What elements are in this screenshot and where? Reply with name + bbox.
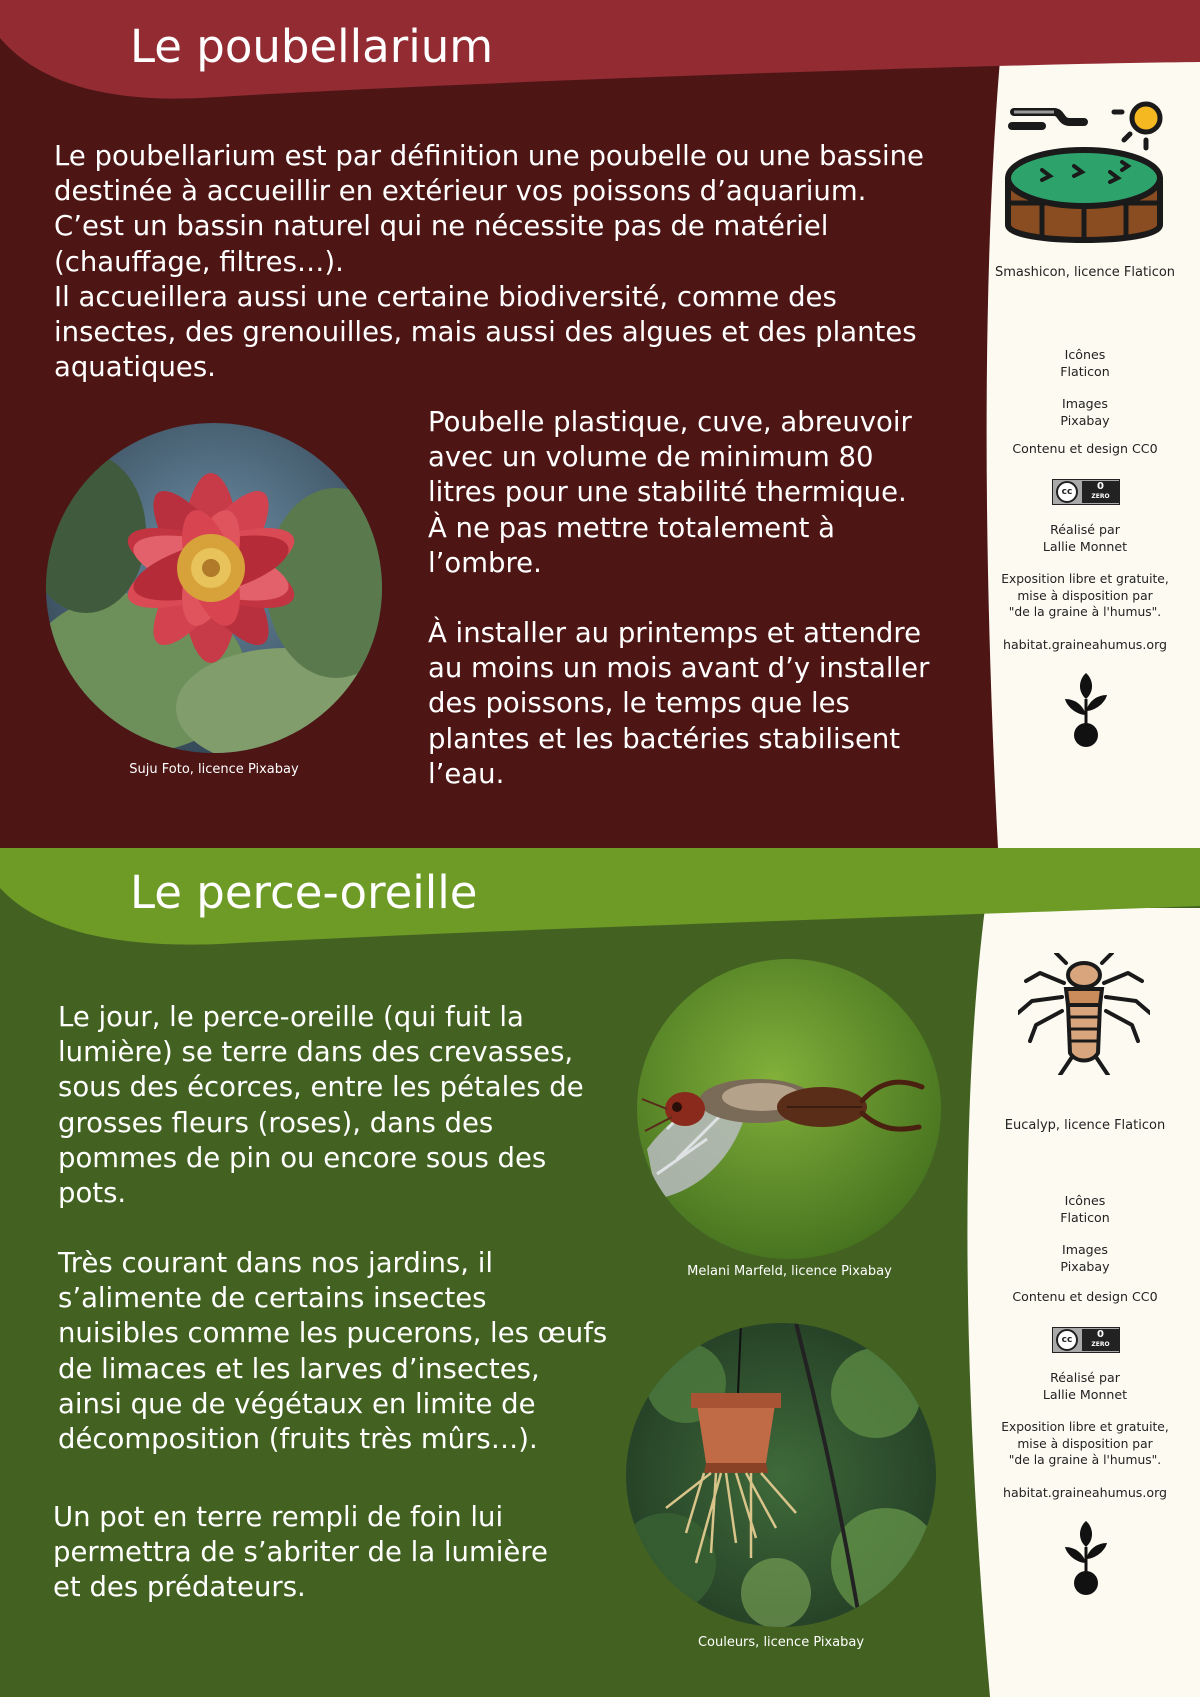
cc-zero-digit: 0 — [1097, 1329, 1104, 1340]
cc-zero-text: ZERO — [1091, 1341, 1110, 1348]
habitat-paragraph — [58, 1000, 648, 1211]
perce-oreille-panel — [0, 848, 1200, 1697]
earwig-icon — [1018, 953, 1150, 1075]
shelter-paragraph — [53, 1500, 643, 1606]
earwig-icon-credit: Eucalyp, licence Flaticon — [1004, 1118, 1166, 1133]
text-line: À installer au printemps et attendre — [428, 617, 921, 649]
sidebar-text: Icônes — [1064, 1193, 1106, 1208]
text-line: avec un volume de minimum 80 — [428, 441, 874, 474]
text-line: l’ombre. — [428, 546, 542, 579]
lily-photo-caption: Suju Foto, licence Pixabay — [129, 762, 299, 777]
website-link[interactable]: habitat.graineahumus.org — [1002, 1485, 1168, 1500]
sidebar-text: Exposition libre et gratuite, — [1001, 1420, 1169, 1434]
sidebar-license: Contenu et design CC0 — [1012, 1289, 1158, 1304]
sidebar-text: mise à disposition par — [1017, 588, 1153, 603]
sidebar-made-by — [985, 522, 1185, 555]
text-line: pommes de pin ou encore sous des — [58, 1141, 547, 1174]
section-title: Le perce-oreille — [130, 866, 478, 919]
sidebar-icons-credit — [985, 1193, 1185, 1226]
intro-paragraph — [54, 139, 954, 385]
earwig-photo — [637, 959, 942, 1259]
intro-line: Le poubellarium est par définition une poubelle ou une bassine — [54, 140, 924, 172]
installation-paragraph — [428, 616, 968, 792]
text-line: pots. — [58, 1177, 127, 1210]
text-line: permettra de s’abriter de la lumière — [53, 1536, 548, 1569]
sidebar-text: Images — [1061, 1242, 1108, 1257]
cc-icon: cc — [1056, 1329, 1078, 1351]
sidebar-license: Contenu et design CC0 — [1012, 441, 1158, 456]
sidebar-images-credit — [985, 396, 1185, 429]
intro-line: Il accueillera aussi une certaine biodiversité, comme des — [54, 280, 837, 313]
sidebar-text: Réalisé par — [1050, 522, 1120, 537]
earwig-photo-caption: Melani Marfeld, licence Pixabay — [687, 1264, 892, 1279]
sidebar-text: Images — [1061, 396, 1108, 411]
text-line: et des prédateurs. — [53, 1571, 306, 1604]
intro-line: destinée à accueillir en extérieur vos poissons d’aquarium. — [54, 175, 867, 208]
page-title: Le poubellarium — [130, 20, 494, 73]
pond-icon-credit: Smashicon, licence Flaticon — [994, 265, 1176, 280]
sidebar-exhibition-info — [985, 571, 1185, 621]
text-line: au moins un mois avant d’y installer — [428, 652, 930, 685]
sidebar-icons-credit — [985, 347, 1185, 380]
straw-pot-photo — [626, 1323, 936, 1628]
text-line: l’eau. — [428, 757, 505, 790]
text-line: des poissons, le temps que les — [428, 687, 850, 720]
seedling-logo-icon — [1061, 673, 1111, 749]
cc-zero-badge — [1052, 479, 1120, 505]
text-line: Un pot en terre rempli de foin lui — [53, 1501, 504, 1533]
sidebar-text: Exposition libre et gratuite, — [1001, 572, 1169, 586]
text-line: sous des écorces, entre les pétales de — [58, 1071, 584, 1104]
text-line: Poubelle plastique, cuve, abreuvoir — [428, 406, 912, 438]
water-lily-photo — [46, 423, 382, 753]
pond-icon — [1002, 100, 1168, 260]
cc-zero-digit: 0 — [1097, 481, 1104, 492]
text-line: plantes et les bactéries stabilisent — [428, 722, 901, 755]
text-line: Très courant dans nos jardins, il — [58, 1247, 493, 1279]
intro-line: C’est un bassin naturel qui ne nécessite pas de matériel — [54, 210, 829, 243]
sidebar-text: Flaticon — [1060, 363, 1110, 379]
text-line: nuisibles comme les pucerons, les œufs — [58, 1317, 608, 1350]
poubellarium-panel — [0, 0, 1200, 848]
sidebar-text: Flaticon — [1060, 1209, 1110, 1225]
sidebar-text: "de la graine à l'humus". — [1008, 1453, 1162, 1467]
text-line: ainsi que de végétaux en limite de — [58, 1387, 536, 1420]
sidebar-images-credit — [985, 1242, 1185, 1275]
text-line: À ne pas mettre totalement à — [428, 511, 835, 544]
text-line: lumière) se terre dans des crevasses, — [58, 1036, 574, 1069]
cc-icon: cc — [1056, 481, 1078, 503]
cc-zero-text: ZERO — [1091, 493, 1110, 500]
sidebar-text: Lallie Monnet — [1042, 1386, 1128, 1402]
container-paragraph — [428, 405, 968, 581]
sidebar-text: Pixabay — [1060, 412, 1110, 428]
intro-line: (chauffage, filtres…). — [54, 245, 344, 278]
sidebar-text: Lallie Monnet — [1042, 538, 1128, 554]
text-line: grosses fleurs (roses), dans des — [58, 1106, 494, 1139]
sidebar-text: Pixabay — [1060, 1258, 1110, 1274]
intro-line: aquatiques. — [54, 351, 216, 384]
sidebar-text: Réalisé par — [1050, 1370, 1120, 1385]
sidebar-exhibition-info — [985, 1419, 1185, 1469]
sidebar-text: "de la graine à l'humus". — [1008, 605, 1162, 619]
diet-paragraph — [58, 1246, 648, 1457]
text-line: Le jour, le perce-oreille (qui fuit la — [58, 1001, 524, 1033]
sidebar-text: Icônes — [1064, 347, 1106, 362]
seedling-logo-icon — [1061, 1521, 1111, 1597]
intro-line: insectes, des grenouilles, mais aussi des algues et des plantes — [54, 316, 917, 349]
text-line: s’alimente de certains insectes — [58, 1282, 487, 1315]
cc-zero-badge — [1052, 1327, 1120, 1353]
website-link[interactable]: habitat.graineahumus.org — [1002, 637, 1168, 652]
text-line: litres pour une stabilité thermique. — [428, 476, 907, 509]
cc-zero-label — [1082, 481, 1119, 503]
sidebar-text: mise à disposition par — [1017, 1436, 1153, 1451]
sidebar-made-by — [985, 1370, 1185, 1403]
text-line: décomposition (fruits très mûrs…). — [58, 1423, 538, 1456]
text-line: de limaces et les larves d’insectes, — [58, 1352, 540, 1385]
straw-pot-photo-caption: Couleurs, licence Pixabay — [697, 1635, 865, 1650]
cc-zero-label — [1082, 1329, 1119, 1351]
